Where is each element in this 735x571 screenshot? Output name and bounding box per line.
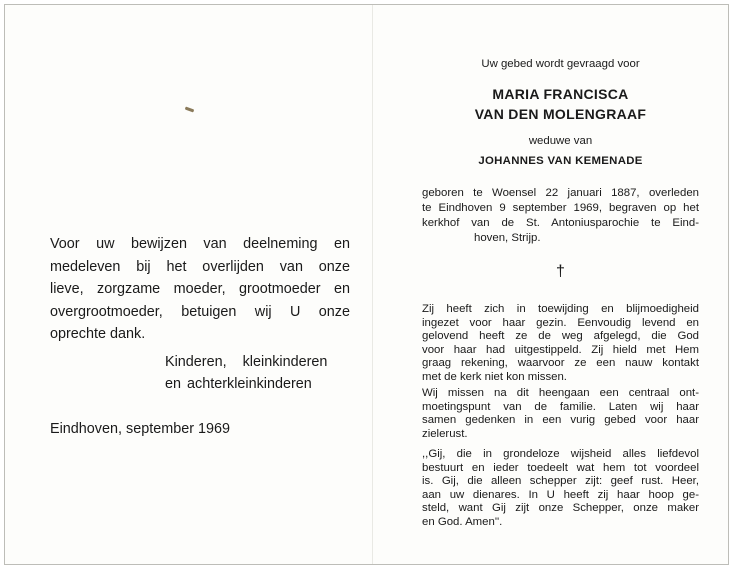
- prayer-line: en God. Amen''.: [422, 515, 503, 528]
- details-line: te Eindhoven 9 september 1969, begraven op het: [422, 202, 699, 214]
- paragraph-line: met de kerk niet kon missen.: [422, 370, 567, 383]
- thanks-line: overgrootmoeder, betuigen wij U onze: [50, 303, 350, 320]
- thanks-line: oprechte dank.: [50, 326, 146, 343]
- thanks-text: [50, 233, 350, 346]
- widow-of-text: weduwe van: [528, 135, 593, 147]
- thanks-line: Voor uw bewijzen van deelneming en: [50, 236, 350, 252]
- paragraph-line: samen gedenken in een vurig gebed voor haar: [422, 414, 699, 427]
- ink-mark: [185, 107, 194, 113]
- prayer-paragraph: [422, 448, 699, 530]
- prayer-line: ,,Gij, die in grondeloze wijsheid alles liefdevol: [422, 448, 699, 460]
- prayer-line: is. Gij, die alleen schepper zijt: geef rust. Heer,: [422, 475, 699, 488]
- paragraph-line: gelovend heeft ze de weg afgelegd, die God: [422, 330, 699, 343]
- prayer-line: aan uw dienares. In U heeft zij haar hoop ge-: [422, 488, 699, 501]
- husband-name: JOHANNES VAN KEMENADE: [478, 155, 643, 167]
- paragraph-line: Zij heeft zich in toewijding en blijmoedigheid: [422, 303, 699, 315]
- paragraph-line: moetingspunt van de familie. Laten wij haar: [422, 400, 699, 413]
- signature: [165, 351, 327, 395]
- details-line: geboren te Woensel 22 januari 1887, overleden: [422, 187, 699, 199]
- paragraph-devotion: [422, 303, 699, 385]
- prayer-line: bestuurt en ieder toedeelt wat hem tot voordeel: [422, 461, 699, 474]
- thanks-line: medeleven bij het overlijden van onze: [50, 258, 350, 275]
- place-date: Eindhoven, september 1969: [50, 421, 231, 437]
- fold-line: [372, 5, 373, 564]
- paragraph-line: ingezet voor haar gezin. Eenvoudig levend en: [422, 316, 699, 329]
- deceased-name-line2: VAN DEN MOLENGRAAF: [474, 106, 647, 122]
- intro-text: Uw gebed wordt gevraagd voor: [481, 58, 640, 70]
- birth-death-details: [422, 186, 699, 246]
- signature-line: Kinderen, kleinkinderen: [165, 354, 328, 370]
- prayer-line: steld, want Gij zijt onze Schepper, onze maker: [422, 502, 699, 515]
- deceased-name-line1: MARIA FRANCISCA: [492, 86, 629, 102]
- thanks-line: lieve, zorgzame moeder, grootmoeder en: [50, 281, 350, 298]
- paragraph-line: voor haar had uitgestippeld. Zij hield met Hem: [422, 343, 699, 356]
- paragraph-remembrance: [422, 387, 699, 441]
- cross-icon: †: [556, 263, 565, 280]
- paragraph-line: Wij missen na dit heengaan een centraal ont-: [422, 387, 699, 399]
- signature-line: en achterkleinkinderen: [165, 376, 312, 392]
- details-line: kerkhof van de St. Antoniusparochie te Eind-: [422, 217, 699, 229]
- memorial-card: [4, 4, 729, 565]
- paragraph-line: graag rekening, waarvoor ze een nauw kontakt: [422, 357, 699, 370]
- details-line: hoven, Strijp.: [474, 232, 541, 244]
- paragraph-line: zielerust.: [422, 427, 468, 440]
